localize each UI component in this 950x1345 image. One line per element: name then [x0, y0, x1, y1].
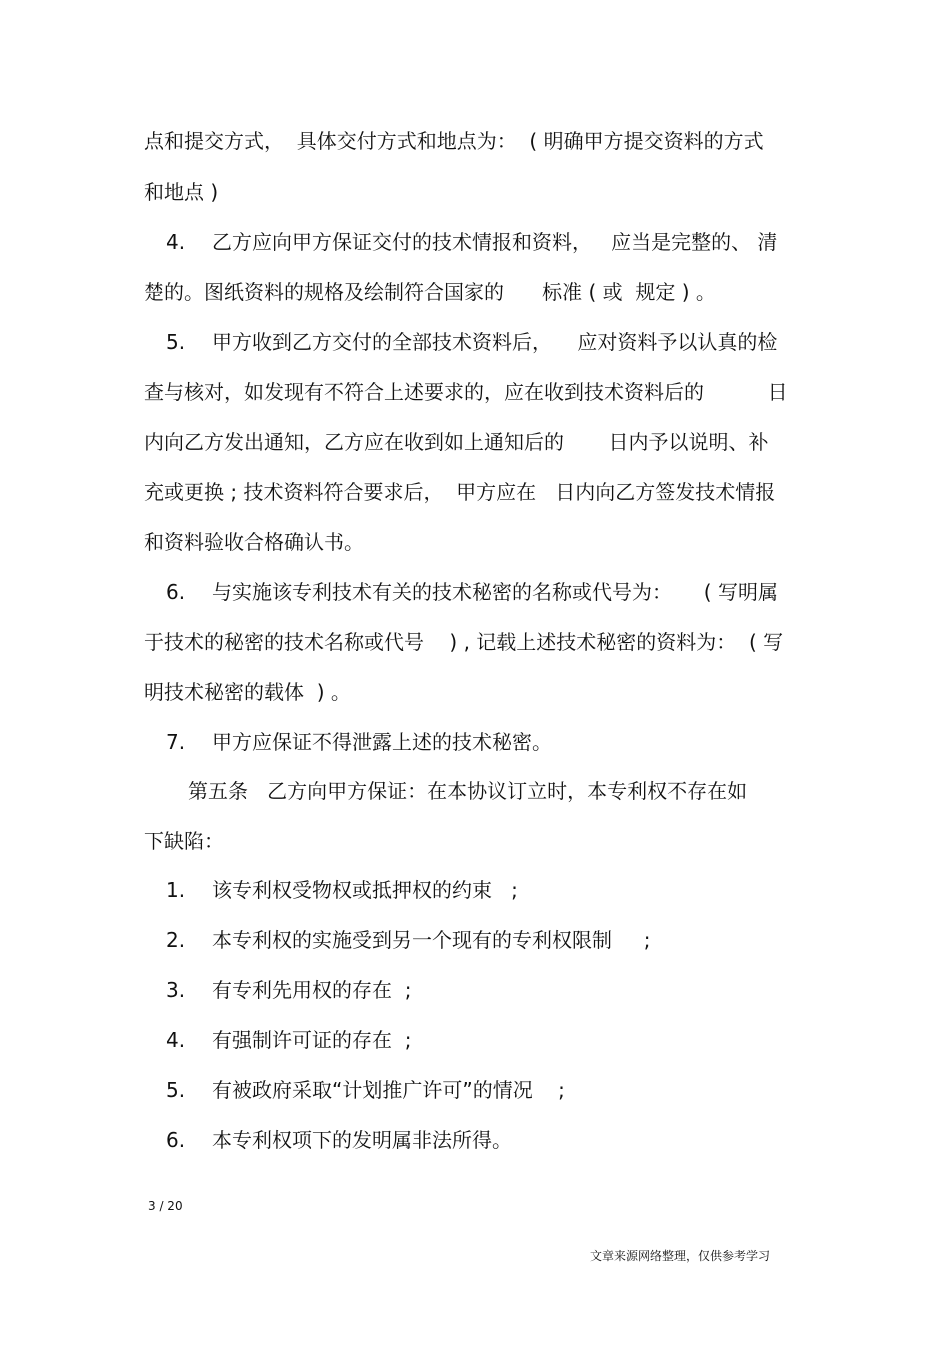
item-text: 乙方应向甲方保证交付的技术情报和资料， 应当是完整的、 清: [212, 230, 778, 254]
article-heading-line: 第五条 乙方向甲方保证：在本协议订立时，本专利权不存在如: [188, 779, 748, 803]
item-number: 4.: [166, 1028, 186, 1052]
item-text: 有专利先用权的存在 ;: [212, 978, 412, 1002]
list-item: [166, 1027, 846, 1053]
item-number: 6.: [166, 580, 186, 604]
item-number: 6.: [166, 1128, 186, 1152]
body-line: 充或更换 ; 技术资料符合要求后， 甲方应在 日内向乙方签发技术情报: [144, 480, 776, 504]
item-number: 1.: [166, 878, 186, 902]
item-number: 2.: [166, 928, 186, 952]
list-item: [166, 579, 846, 605]
list-item: [166, 1077, 846, 1103]
list-item: [166, 977, 846, 1003]
footer-note: 文章来源网络整理，仅供参考学习: [590, 1249, 771, 1263]
body-line: 和资料验收合格确认书。: [144, 530, 364, 554]
body-line: 于技术的秘密的技术名称或代号 ) , 记载上述技术秘密的资料为： ( 写: [144, 630, 784, 654]
page-number: 3 / 20: [148, 1199, 183, 1213]
item-number: 5.: [166, 1078, 186, 1102]
item-text: 有强制许可证的存在 ;: [212, 1028, 412, 1052]
list-item: [166, 877, 846, 903]
body-line: 和地点 ): [144, 180, 219, 204]
item-text: 该专利权受物权或抵押权的约束 ;: [212, 878, 518, 902]
list-item: [166, 1127, 846, 1153]
list-item: [166, 229, 846, 255]
body-line: 楚的。图纸资料的规格及绘制符合国家的 标准 ( 或 规定 ) 。: [144, 280, 716, 304]
item-text: 本专利权的实施受到另一个现有的专利权限制 ;: [212, 928, 651, 952]
body-line: 下缺陷：: [144, 829, 224, 853]
item-number: 7.: [166, 730, 186, 754]
item-text: 甲方应保证不得泄露上述的技术秘密。: [212, 730, 552, 754]
list-item: [166, 329, 846, 355]
list-item: [166, 729, 846, 755]
item-number: 4.: [166, 230, 186, 254]
item-number: 3.: [166, 978, 186, 1002]
body-line: 明技术秘密的载体 ) 。: [144, 680, 351, 704]
list-item: [166, 927, 846, 953]
item-number: 5.: [166, 330, 186, 354]
item-text: 本专利权项下的发明属非法所得。: [212, 1128, 512, 1152]
item-text: 甲方收到乙方交付的全部技术资料后， 应对资料予以认真的检: [212, 330, 778, 354]
body-line: 点和提交方式， 具体交付方式和地点为： ( 明确甲方提交资料的方式: [144, 129, 764, 153]
body-line: 查与核对，如发现有不符合上述要求的，应在收到技术资料后的 日: [144, 380, 788, 404]
item-text: 与实施该专利技术有关的技术秘密的名称或代号为： ( 写明属: [212, 580, 778, 604]
body-line: 内向乙方发出通知，乙方应在收到如上通知后的 日内予以说明、补: [144, 430, 769, 454]
item-text: 有被政府采取“计划推广许可”的情况 ;: [212, 1078, 565, 1102]
